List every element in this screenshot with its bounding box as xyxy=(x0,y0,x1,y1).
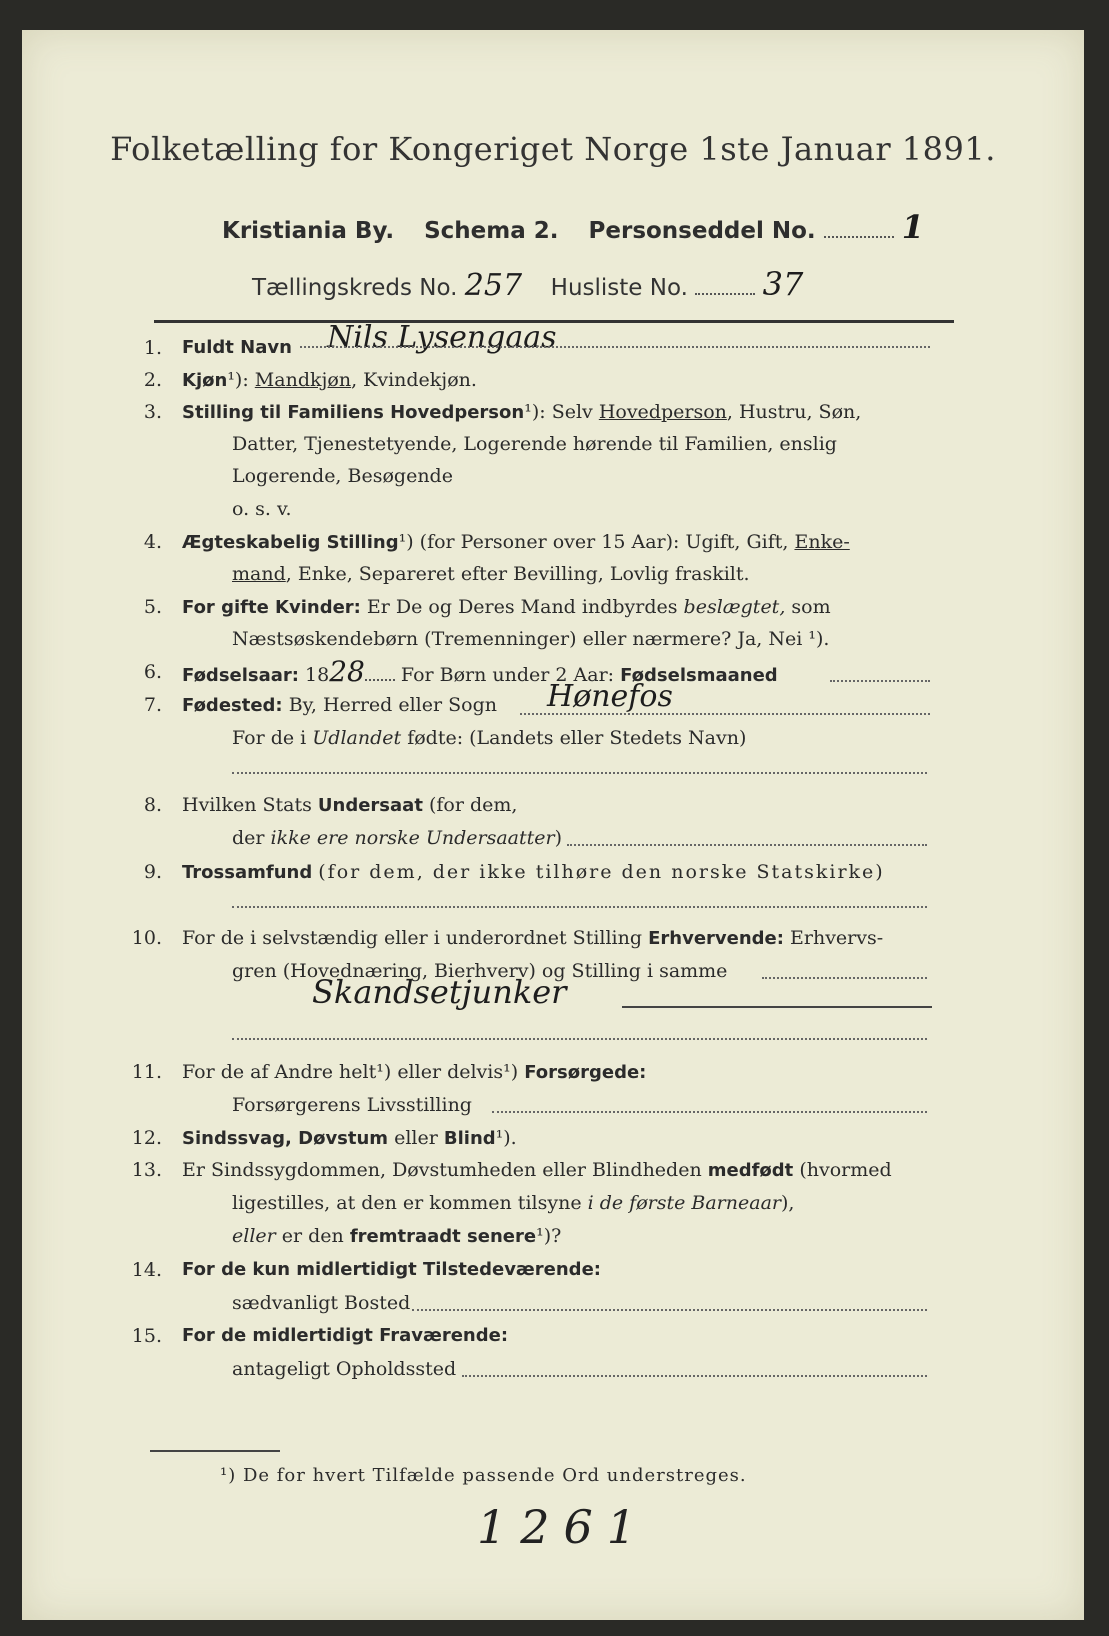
city-label: Kristiania By. xyxy=(222,218,395,244)
question-text: For de af Andre helt xyxy=(182,1061,377,1083)
question-number: 13. xyxy=(131,1159,162,1181)
answer-line xyxy=(232,1038,927,1040)
question-number: 10. xyxy=(131,927,162,949)
occupation-label: Erhvervende: xyxy=(648,928,784,949)
temporary-absent-label: For de midlertidigt Fraværende: xyxy=(182,1325,509,1346)
question-text: Udlandet xyxy=(312,727,402,749)
footnote-ref: ¹) xyxy=(398,531,414,553)
footnote-ref: ¹)? xyxy=(536,1225,562,1247)
answer-line xyxy=(830,680,930,682)
blind-label: Blind xyxy=(443,1128,496,1149)
option-text: , Hustru, Søn, xyxy=(726,401,862,423)
form-title: Folketælling for Kongeriget Norge 1ste Januar 1891. xyxy=(110,130,996,168)
question-text: ligestilles, at den er kommen tilsyne xyxy=(232,1192,582,1214)
question-text: For de i xyxy=(232,727,307,749)
question-3-line-4: o. s. v. xyxy=(232,498,292,520)
answer-line xyxy=(300,346,930,348)
full-name-answer: Nils Lysengaas xyxy=(327,320,557,355)
question-15-line-2: antageligt Opholdssted xyxy=(232,1358,457,1380)
form-subtitle xyxy=(222,208,924,246)
question-number: 7. xyxy=(143,694,162,716)
footnote-divider xyxy=(150,1450,280,1452)
option-text: (for Personer over 15 Aar): Ugift, Gift, xyxy=(419,531,789,553)
schema-label: Schema 2. xyxy=(424,218,559,244)
question-text: eller delvis xyxy=(397,1061,504,1083)
question-number: 4. xyxy=(143,531,162,553)
question-text: fødte: (Landets eller Stedets Navn) xyxy=(407,727,747,749)
question-number: 11. xyxy=(131,1061,162,1083)
temporary-present-label: For de kun midlertidigt Tilstedeværende: xyxy=(182,1259,601,1280)
question-text: Er Sindssygdommen, Døvstumheden eller Blindheden xyxy=(182,1159,702,1181)
option-text: , Enke, Separeret efter Bevilling, Lovlig fraskilt. xyxy=(285,563,750,585)
household-position-label: Stilling til Familiens Hovedperson xyxy=(182,402,525,423)
answer-line xyxy=(412,1309,927,1311)
question-3-line-2: Datter, Tjenestetyende, Logerende hørende til Familien, enslig xyxy=(232,433,837,455)
question-text: ) xyxy=(554,827,563,849)
husliste-label: Husliste No. xyxy=(550,275,688,301)
question-text: er den xyxy=(281,1225,344,1247)
footnote-ref: ¹): xyxy=(227,369,249,391)
question-text: By, Herred eller Sogn xyxy=(288,694,497,716)
footnote-ref: ¹). xyxy=(495,1127,517,1149)
kreds-line xyxy=(252,265,803,303)
question-text: Er De og Deres Mand indbyrdes xyxy=(366,596,678,618)
marital-status-label: Ægteskabelig Stilling xyxy=(182,532,399,553)
sex-option-male: Mandkjøn xyxy=(254,369,352,391)
question-number: 2. xyxy=(143,369,162,391)
question-text: Erhvervs- xyxy=(790,927,884,949)
birth-year-answer: 28 xyxy=(329,655,365,688)
question-number: 6. xyxy=(143,661,162,683)
option-widower: Enke- xyxy=(794,531,850,553)
question-11-line-2: Forsørgerens Livsstilling xyxy=(232,1094,472,1116)
dotted-leader xyxy=(695,292,755,295)
husliste-number: 37 xyxy=(762,265,804,303)
footnote-ref: ¹) xyxy=(503,1061,519,1083)
question-text: der xyxy=(232,827,265,849)
dependents-label: Forsørgede: xyxy=(524,1062,647,1083)
question-number: 3. xyxy=(143,401,162,423)
congenital-label: medfødt xyxy=(707,1160,794,1181)
answer-line xyxy=(567,844,927,846)
birth-year-prefix: 18 xyxy=(305,664,330,686)
question-5-line-2: Næstsøskendebørn (Tremenninger) eller nærmere? Ja, Nei ¹). xyxy=(232,628,830,650)
answer-line xyxy=(232,906,927,908)
census-form-sheet xyxy=(22,30,1084,1620)
question-10-line-2: gren (Hovednæring, Bierhverv) og Stilling i samme xyxy=(232,960,728,982)
question-text: ikke ere norske Undersaatter xyxy=(270,827,555,849)
question-number: 14. xyxy=(131,1259,162,1281)
occupation-answer-row xyxy=(312,973,567,1011)
question-text: Hvilken Stats xyxy=(182,794,312,816)
option-widower-cont: mand xyxy=(232,563,286,585)
question-text: (hvormed xyxy=(799,1159,892,1181)
answer-line xyxy=(232,772,927,774)
question-text: som xyxy=(791,596,831,618)
option-text: Selv xyxy=(551,401,593,423)
married-women-label: For gifte Kvinder: xyxy=(182,597,361,618)
footnote: ¹) De for hvert Tilfælde passende Ord understreges. xyxy=(220,1465,747,1486)
birthplace-label: Fødested: xyxy=(182,695,283,716)
question-text: beslægtet, xyxy=(683,596,786,618)
kreds-number: 257 xyxy=(464,268,523,303)
question-text: i de første Barneaar xyxy=(587,1192,781,1214)
question-text: eller xyxy=(232,1225,276,1247)
question-14-line-2: sædvanligt Bosted xyxy=(232,1292,411,1314)
religion-label: Trossamfund xyxy=(182,862,313,883)
question-text: (for dem, der ikke tilhøre den norske Statskirke) xyxy=(318,861,885,883)
option-head-of-household: Hovedperson xyxy=(598,401,727,423)
question-text: ), xyxy=(781,1192,795,1214)
later-onset-label: fremtraadt senere xyxy=(349,1226,537,1247)
disability-label: Sindssvag, Døvstum xyxy=(182,1128,389,1149)
sex-label: Kjøn xyxy=(182,370,228,391)
footnote-ref: ¹): xyxy=(524,401,546,423)
occupation-answer: Skandsetjunker xyxy=(312,973,567,1011)
citizenship-label: Undersaat xyxy=(317,795,423,816)
question-number: 1. xyxy=(143,337,162,359)
full-name-label: Fuldt Navn xyxy=(182,337,292,358)
question-number: 8. xyxy=(143,794,162,816)
birthplace-answer: Hønefos xyxy=(547,679,673,714)
question-text: eller xyxy=(394,1127,438,1149)
personseddel-number: 1 xyxy=(901,208,924,246)
question-text: For Børn under 2 Aar: xyxy=(400,664,615,686)
question-number: 12. xyxy=(131,1127,162,1149)
dotted-leader xyxy=(824,235,894,238)
birth-year-label: Fødselsaar: xyxy=(182,665,299,686)
sex-option-female: , Kvindekjøn. xyxy=(351,369,477,391)
question-number: 5. xyxy=(143,596,162,618)
answer-line xyxy=(492,1111,927,1113)
birth-month-label: Fødselsmaaned xyxy=(620,665,778,686)
footnote-ref: ¹) xyxy=(376,1061,392,1083)
answer-line xyxy=(462,1375,927,1377)
question-number: 9. xyxy=(143,861,162,883)
kreds-label: Tællingskreds No. xyxy=(252,275,458,301)
answer-stroke xyxy=(622,1006,932,1008)
question-3-line-3: Logerende, Besøgende xyxy=(232,465,453,487)
question-text: For de i selvstændig eller i underordnet Stilling xyxy=(182,927,643,949)
answer-line xyxy=(762,977,927,979)
handwritten-page-number: 1261 xyxy=(477,1500,651,1554)
question-text: (for dem, xyxy=(428,794,518,816)
question-number: 15. xyxy=(131,1325,162,1347)
personseddel-label: Personseddel No. xyxy=(588,218,816,244)
answer-line xyxy=(520,713,930,715)
